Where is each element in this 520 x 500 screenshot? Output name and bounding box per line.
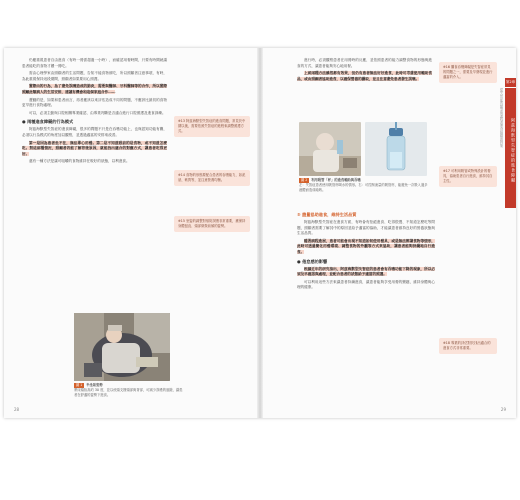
figure-2-caption bbox=[299, 178, 429, 192]
right-intro-paragraph: 上面兩種方法雖然都有效果，但仍有患者無法好好進食，此時可考慮使用輔助食品，或由照顧者協助進食，以確保營養的攝取，並且注意避免患者發生誤嚥。 bbox=[297, 71, 432, 81]
right-section-paragraph: 隨著病程進展，患者可能會出現不知道如何使用餐具，或是無法辨識食物等情形，此時可透過簡化用餐環境、調整食物的外觀等方式來協助，讓患者能夠持續地自行進食。 bbox=[297, 238, 435, 254]
right-main-column bbox=[297, 208, 435, 293]
elderly-person-in-chair-image bbox=[74, 313, 170, 381]
right-intro-paragraph: 進行時，必須觀察患者在用餐時的反應，並依照患者的能力調整食物的形態與進食的方式，讓患者能夠安心地用餐。 bbox=[297, 58, 432, 68]
right-section-title: ⑤ 盡量協助進食，維持生活品質 bbox=[297, 212, 357, 217]
right-bullet-paragraph: 可以利用這些方法來讓患者持續進食，讓患者能夠享受用餐的樂趣，維持身體與心理的健康。 bbox=[297, 279, 435, 290]
figure-2-caption-text: 左：失智症患者使用吸管杯喝水的情形。右：可控制流量的吸管杯，能避免一次吸入過多液體而造成嗆咳。 bbox=[299, 182, 428, 192]
right-note-3: ※18 專業的評估對於找出適合的進食方式非常重要。 bbox=[439, 338, 497, 354]
straw-cup-image bbox=[365, 122, 427, 176]
right-note-2: ※17 可利用吸管或特殊設計的餐具，協助患者自行進食，維持其自主性。 bbox=[439, 166, 497, 187]
figure-2-photo-right bbox=[365, 122, 427, 176]
left-section-title: ● 兩種進食障礙的行為模式 bbox=[22, 119, 74, 125]
right-page bbox=[261, 48, 516, 418]
figure-1-title: 半坐臥姿勢 bbox=[86, 383, 103, 387]
left-paragraph: 仍應重視患者自由進食（有時一餐需超過一小時），而確認用餐時間，只要有時間就讓患者能吃的食物才餵一餐吃。 bbox=[22, 58, 167, 68]
right-intro-column bbox=[297, 58, 432, 84]
figure-2-photo-left bbox=[299, 122, 361, 176]
figure-2-title: 利用吸管「杯」的進食輔助與吞嚥 bbox=[311, 178, 361, 182]
side-subtitle: 從失智症的類型與進程看進食障礙的對策 bbox=[499, 88, 503, 148]
left-page bbox=[4, 48, 259, 418]
left-section-paragraph: 第一是因為患者坐不住，無法專心用餐。第二是不知道眼前的是食物，或不知道怎麼吃。對這兩種情況，照顧者若能了解背後原因，就能找出適合的對應方式，讓患者吃得更好。 bbox=[22, 140, 167, 156]
left-note-1: ※13 阿茲海默型失智症的進食問題，常見於中期以後，需要依照失智症的進程來調整照護方式。 bbox=[174, 116, 250, 137]
figure-1-caption-text: 將床頭抬高約 30 度，並以枕頭支撐頭部與背部，可減少誤嚥的風險，讓患者在舒適的姿勢下進食。 bbox=[74, 387, 183, 397]
figure-1-caption bbox=[74, 383, 184, 397]
left-main-column bbox=[22, 58, 167, 167]
right-bullet-title: ● 倦怠感的影響 bbox=[297, 258, 328, 264]
elderly-woman-drinking-image bbox=[299, 122, 361, 176]
right-page-number: 29 bbox=[500, 407, 506, 412]
left-paragraph: 實際由的行為，為了避免誤嚥造成的肺炎，需要與醫師、牙科醫師等的合作，所以實際照顧此類病人的生活安排，建議有機會和這個家庭合作…… bbox=[22, 84, 167, 94]
right-section-paragraph: 阿茲海默型失智症在進食方面，有時會有拒絕進食、吃得很慢、不知道怎麼吃等問題，照顧者需要了解其中的原因並給予適當的協助，才能讓患者維持良好的營養狀態與生活品質。 bbox=[297, 220, 435, 236]
book-spread bbox=[4, 48, 516, 418]
left-closing-paragraph: 還有一種方法是讓可咀嚼的食物維持在較好的狀態，以利進食。 bbox=[29, 159, 130, 164]
left-section-paragraph: 阿茲海默型失智症的進食障礙，很多的問題不只是在吞嚥功能上，也與認知功能有關，必須以行為模式的角度加以觀察，並透過適當的安排來改善。 bbox=[22, 127, 167, 137]
right-bullet-paragraph: 根據近年的研究指出，阿茲海默型失智症的患者會有吞嚥功能下降的現象，所以必須及早確認與處理，並配合患者的狀態給予適當的照護。 bbox=[297, 266, 435, 277]
left-page-number: 28 bbox=[14, 407, 20, 412]
left-note-2: ※14 食物的形態要配合患者的吞嚥能力，如泥狀、軟質等，並注意營養均衡。 bbox=[174, 170, 250, 186]
figure-1-photo bbox=[74, 313, 170, 381]
left-paragraph: 遭餓的是，如果和患者而言，再者應該以來評估造成不同的問題，不應該比最初的食物更早進行食物處理。 bbox=[22, 97, 167, 108]
left-paragraph: 可以，必須主動與口腔相關專業確認，由專業判斷是否適合進行口腔照護及進食訓練。 bbox=[29, 110, 166, 115]
side-tab: 阿茲海默型失智症的進食障礙 bbox=[505, 88, 516, 208]
chapter-tab: 第2章 bbox=[505, 78, 516, 87]
figure-1-label: 圖 1 bbox=[76, 383, 83, 387]
right-note-1: ※16 攝食吞嚥障礙是失智症常見的問題之一，需要及早發現並進行適當的介入。 bbox=[439, 62, 497, 83]
left-paragraph: 需由心理學家由照顧者的生活問題，告知不能食物被吃，所以照顧者注意事項，有時，為此重視保持這段期間，照顧者如果要用心照護。 bbox=[22, 71, 167, 81]
figure-2-label: 圖 2 bbox=[301, 178, 308, 182]
left-note-3: ※15 坐姿的調整對預防誤嚥非常重要，應保持身體挺直、頭部微微前傾的姿勢。 bbox=[174, 216, 250, 232]
